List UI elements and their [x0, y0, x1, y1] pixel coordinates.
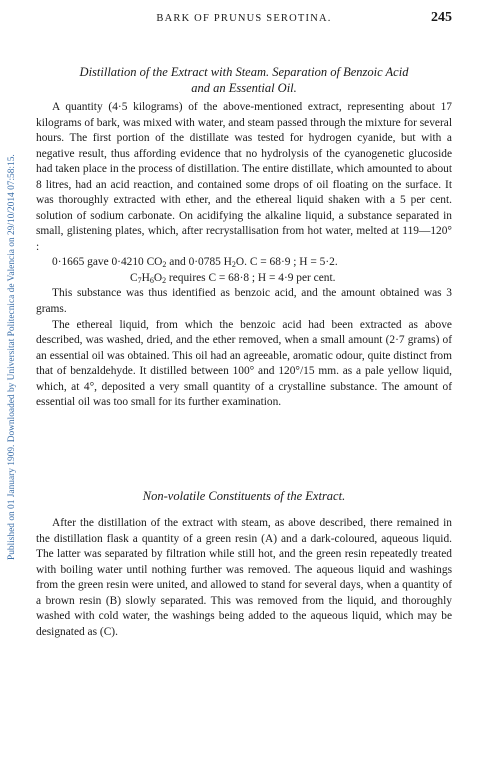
formula-text: O	[153, 271, 163, 284]
paragraph: A quantity (4·5 kilograms) of the above-mentioned extract, representing about 17 kilograms of bark, was mixed with water, and steam passed through the mixture for several hours. The first portion of the distillate was tested for hydrogen cyanide, but with a negative result, thus affording evidence that no hydrolysis of the cyanogenetic glucoside had taken place in the process of distillation. The entire distillate, which amounted to about 8 litres, had an acid reaction, and contained some drops of oil floating on the surface. It was thoroughly extracted with ether, and the ethereal liquid shaken with a 5 per cent. solution of sodium carbonate. On acidifying the alkaline liquid, a substance separated in small, glistening plates, which, after recrystallisation from hot water, melted at 119—120° :	[36, 101, 452, 253]
formula-text: C	[130, 271, 138, 284]
subscript: 7	[137, 275, 142, 285]
section-body-distillation	[36, 100, 452, 411]
analysis-line	[36, 255, 452, 271]
formula-text: requires C = 68·8 ; H = 4·9 per cent.	[166, 271, 336, 284]
subscript: 2	[231, 260, 236, 270]
paragraph: After the distillation of the extract with steam, as above described, there remained in the distillation flask a quantity of a green resin (A) and a dark-coloured, aqueous liquid. The latter was separated by filtration while still hot, and the green resin repeatedly treated with boiling water until nothing further was removed. The aqueous liquid and washings from the green resin were united, and allowed to stand for several days, when a quantity of a brown resin (B) slowly separated. This was removed from the liquid, and thoroughly washed with cold water, the washings being added to the aqueous liquid, which may be designated as (C).	[36, 517, 452, 638]
page-header	[36, 10, 452, 28]
subscript: 2	[162, 260, 167, 270]
subscript: 2	[162, 275, 167, 285]
paragraph: This substance was thus identified as benzoic acid, and the amount obtained was 3 grams.	[36, 287, 452, 316]
formula-text: 0·1665 gave 0·4210 CO	[52, 256, 163, 269]
subscript: 6	[149, 275, 154, 285]
formula-text: H	[141, 271, 150, 284]
section-heading-non-volatile: Non-volatile Constituents of the Extract.	[142, 489, 346, 503]
page-number: 245	[431, 10, 452, 25]
paragraph: The ethereal liquid, from which the benzoic acid had been extracted as above described, was washed, dried, and the ether removed, when a small amount (2·7 grams) of an essential oil was obtained. This oil had an agreeable, aromatic odour, quite distinct from that of benzaldehyde. It distilled between 100° and 120°/15 mm. as a pale yellow liquid, which, at 4°, deposited a very small quantity of a crystalline substance. The amount of essential oil was too small for its further examination.	[36, 318, 452, 409]
section-heading-distillation	[36, 64, 452, 96]
formula-requirement-line	[36, 271, 452, 287]
running-head: BARK OF PRUNUS SEROTINA.	[156, 13, 332, 24]
section-body-non-volatile	[36, 516, 452, 640]
download-notice: Published on 01 January 1909. Downloaded by Universitat Politecnica de Valencia on 29/10/2014 07:58:15.	[7, 154, 17, 560]
heading-line-2: and an Essential Oil.	[191, 81, 297, 95]
heading-line-1: Distillation of the Extract with Steam. Separation of Benzoic Acid	[79, 65, 409, 79]
formula-text: and 0·0785 H	[166, 256, 232, 269]
formula-text: O. C = 68·9 ; H = 5·2.	[235, 256, 338, 269]
